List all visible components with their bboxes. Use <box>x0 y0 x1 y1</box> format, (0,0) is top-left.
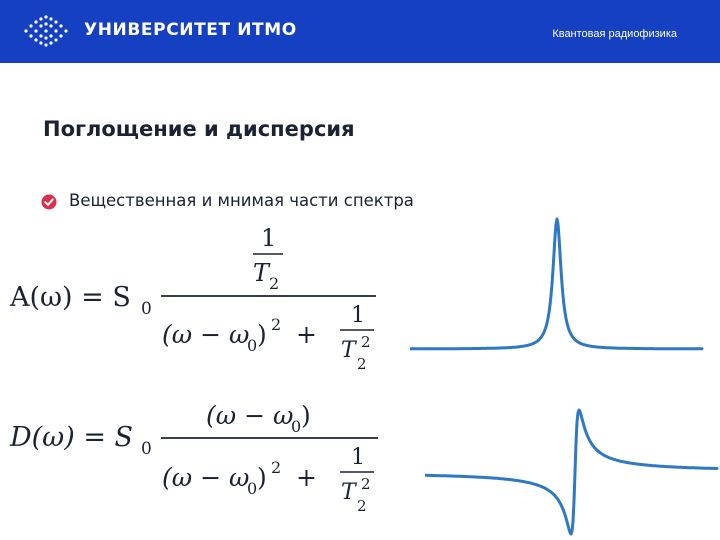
absorption-curve <box>410 215 705 355</box>
dispersion-curve <box>425 400 720 540</box>
formula-d-den-close: ) <box>257 463 267 492</box>
formula-a-lhs: A(ω) = S <box>10 282 131 313</box>
formula-d-lhs-sub: 0 <box>141 439 152 459</box>
formula-d-num-close: ) <box>301 401 311 430</box>
formula-d-den-sub: 0 <box>247 479 258 498</box>
formula-a-den-sub: 0 <box>247 336 258 355</box>
formula-a-den-frac-den: T <box>341 338 356 363</box>
formula-a-den-frac-den-sup: 2 <box>361 333 371 351</box>
formula-d-num: (ω − ω <box>206 401 294 430</box>
formula-a-den-close: ) <box>257 320 267 349</box>
course-name: Квантовая радиофизика <box>552 28 677 40</box>
formula-d-den-frac-den-sub: 2 <box>357 497 367 515</box>
formula-d-den-plus: + <box>296 463 317 492</box>
brand-name: УНИВЕРСИТЕТ ИТМО <box>84 20 297 40</box>
formula-a-num-den-sub: 2 <box>269 274 280 293</box>
formula-d-den-frac-den-sup: 2 <box>361 475 371 493</box>
formula-a-den-plus: + <box>296 320 317 349</box>
formula-d-den-left: (ω − ω <box>162 463 250 492</box>
formula-d-lhs: D(ω) = S <box>10 422 134 453</box>
formula-d-num-sub: 0 <box>291 417 302 436</box>
slide-title: Поглощение и дисперсия <box>43 117 355 141</box>
formula-a-num-den: T <box>253 259 270 287</box>
formula-a-num: 1 <box>261 224 277 252</box>
formula-d-den-frac-den: T <box>341 480 356 505</box>
formula-d-den-sq: 2 <box>271 458 282 477</box>
formula-a-den-frac-den-sub: 2 <box>357 355 367 373</box>
formula-a-den-sq: 2 <box>271 315 282 334</box>
formula-a-den-frac-num: 1 <box>351 303 365 328</box>
formula-d-den-frac-num: 1 <box>351 445 365 470</box>
formula-a-lhs-sub: 0 <box>141 299 152 319</box>
bullet-text: Вещественная и мнимая части спектра <box>69 191 414 210</box>
formula-a-den-left: (ω − ω <box>162 320 250 349</box>
formula-dispersion <box>9 401 378 515</box>
formula-absorption <box>9 224 376 373</box>
